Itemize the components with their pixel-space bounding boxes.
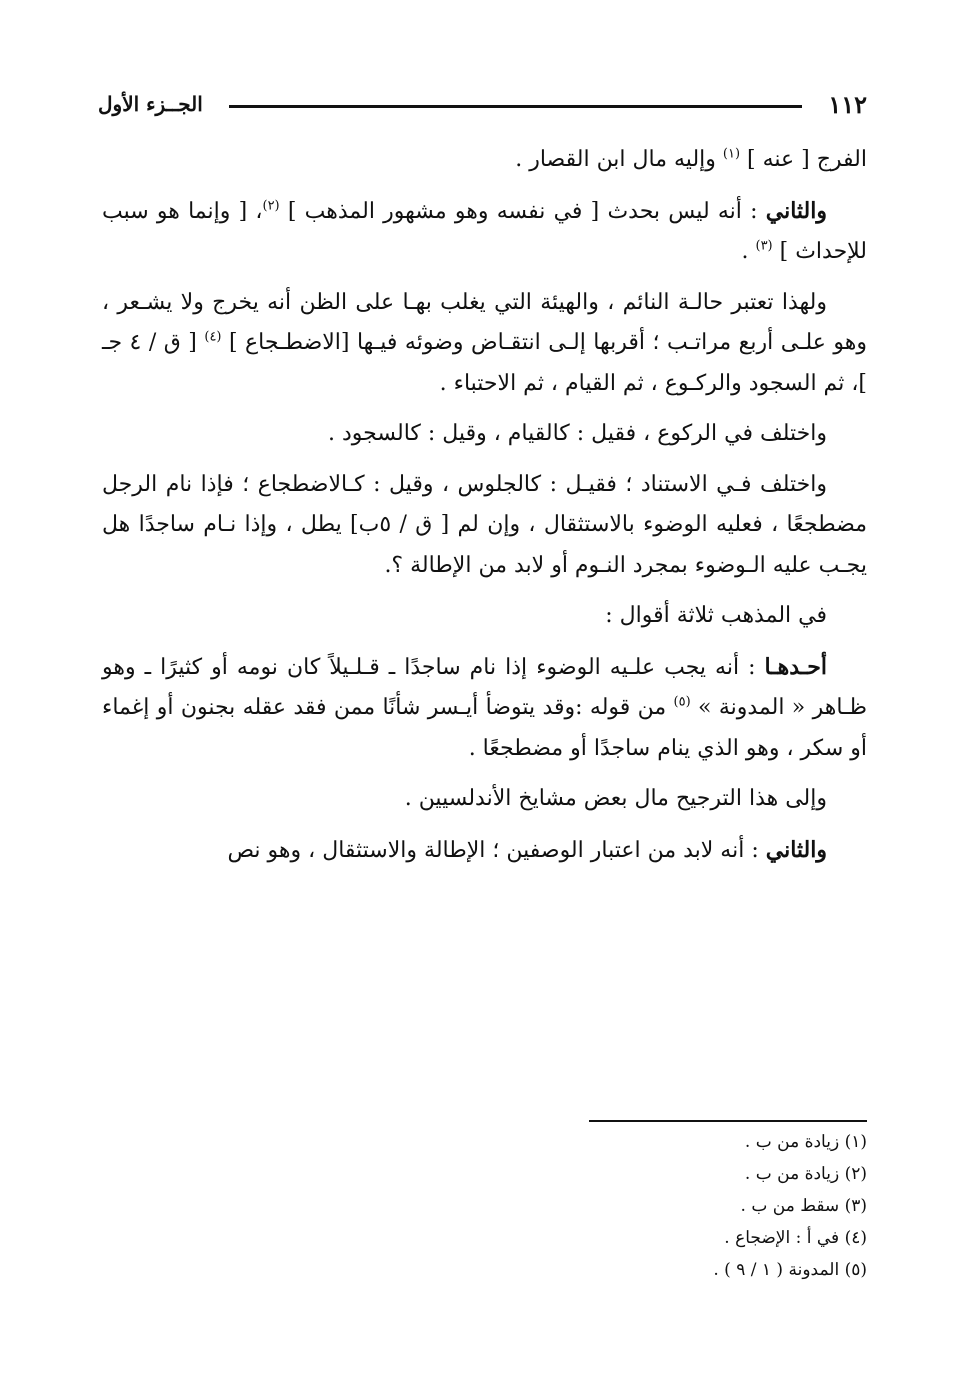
paragraph bbox=[102, 414, 867, 455]
footnote-ref: (٢) bbox=[262, 198, 280, 214]
text-run: في المذهب ثلاثة أقوال : bbox=[605, 603, 827, 628]
text-run: الفرج [ عنه ] bbox=[740, 147, 867, 172]
footnote: (٥) المدونة ( ١ / ٩ ) . bbox=[713, 1260, 867, 1280]
paragraph bbox=[102, 596, 867, 637]
text-run: . bbox=[741, 239, 756, 264]
footnotes bbox=[102, 1126, 867, 1286]
paragraph-lead: والثاني bbox=[765, 836, 827, 863]
text-run: ، [ وإنما هو سبب للإحداث ] bbox=[102, 198, 867, 264]
paragraph bbox=[102, 647, 867, 770]
header-rule bbox=[229, 105, 802, 108]
footnote: (١) زيادة من ب . bbox=[744, 1132, 867, 1152]
footnote-ref: (٣) bbox=[755, 238, 773, 254]
page-header bbox=[98, 84, 867, 124]
paragraph-lead: أحـدهـا bbox=[764, 653, 827, 680]
text-run: وإليه مال ابن القصار . bbox=[515, 147, 723, 172]
text-run: واختلف في الركوع ، فقيل : كالقيام ، وقيل : كالسجود . bbox=[328, 421, 827, 446]
page-number: ١١٢ bbox=[828, 89, 867, 119]
paragraph-lead: والثاني bbox=[765, 197, 827, 224]
part-title: الجــزء الأول bbox=[98, 92, 203, 116]
text-run: وإلى هذا الترجيح مال بعض مشايخ الأندلسيين . bbox=[404, 786, 827, 811]
paragraph bbox=[102, 283, 867, 405]
footnote: (٣) سقط من ب . bbox=[740, 1196, 867, 1216]
footnote-ref: (٥) bbox=[673, 694, 691, 710]
paragraph bbox=[102, 465, 867, 587]
text-run: واختلف فـي الاستناد ؛ فقيـل : كالجلوس ، وقيل : كـالاضطجاع ؛ فإذا نام الرجل مضطجعًا ، فعليه الوضوء بالاستثقال ، وإن لم [ ق / ٥ب] يطل ، وإذا نـام ساجدًا هل يجـب عليه الـوضوء بمجرد النـوم أو لابد من الإطالة ؟. bbox=[102, 471, 867, 578]
text-run: : أنه يجب علـيه الوضوء إذا نام ساجدًا ـ قـلـيلاً كان نومه أو كثيرًا ـ وهو ظـاهر « المدونة » bbox=[102, 654, 867, 720]
paragraph bbox=[102, 191, 867, 273]
footnote: (٤) في أ : الإضجاع . bbox=[724, 1228, 867, 1248]
text-run: : أنه ليس بحدث [ في نفسه وهو مشهور المذهب ] bbox=[279, 198, 766, 224]
body-text bbox=[102, 140, 867, 881]
footnote-ref: (٤) bbox=[204, 329, 222, 345]
text-run: : أنه لابد من اعتبار الوصفين ؛ الإطالة والاستثقال ، وهو نص bbox=[227, 837, 766, 863]
footnote-divider bbox=[589, 1120, 867, 1122]
text-run: [ ق / ٤ جـ ]، ثم السجود والركـوع ، ثم القيام ، ثم الاحتباء . bbox=[102, 330, 867, 396]
footnote: (٢) زيادة من ب . bbox=[744, 1164, 867, 1184]
paragraph bbox=[102, 830, 867, 872]
paragraph bbox=[102, 779, 867, 820]
text-run: من قوله :وقد يتوضأ أيـسر شأنًا ممن فقد عقله بجنون أو إغماء أو سكر ، وهو الذي ينام ساجدًا أو مضطجعًا . bbox=[102, 695, 867, 761]
text-run: ولهذا تعتبر حالـة النائم ، والهيئة التي يغلب بهـا على الظن أنه يخرج ولا يشـعر ، وهو علـى أربع مراتـب ؛ أقربها إلـى انتقـاض وضوئه فيـها [الاضطـجاع ] bbox=[102, 289, 867, 355]
footnote-ref: (١) bbox=[722, 146, 741, 162]
paragraph bbox=[102, 140, 867, 181]
